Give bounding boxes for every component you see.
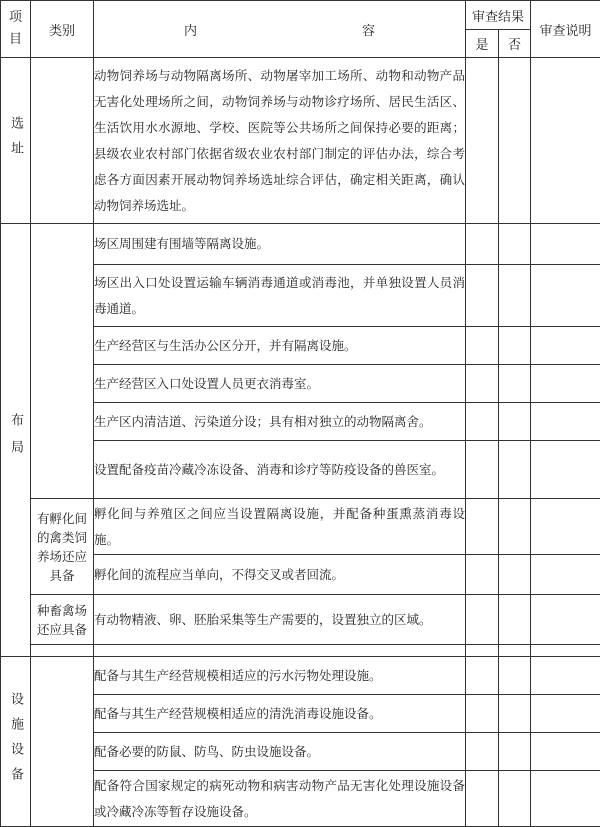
section-label-layout: 布局 [1,224,31,657]
note-cell[interactable] [531,695,600,733]
yes-check-cell[interactable] [466,555,499,595]
no-check-cell[interactable] [499,403,531,441]
yes-check-cell[interactable] [466,403,499,441]
no-check-cell[interactable] [499,327,531,365]
yes-check-cell[interactable] [466,657,499,695]
content-cell: 配备与其生产经营规模相适应的污水污物处理设施。 [94,657,466,695]
no-check-cell[interactable] [499,58,531,224]
category-cell [31,645,94,657]
note-cell[interactable] [531,58,600,224]
header-content [94,1,466,58]
header-item: 项 目 [1,1,31,58]
note-cell[interactable] [531,771,600,827]
yes-check-cell[interactable] [466,645,499,657]
yes-check-cell[interactable] [466,365,499,403]
content-cell: 生产经营区入口处设置人员更衣消毒室。 [94,365,466,403]
yes-check-cell[interactable] [466,595,499,645]
content-cell: 设置配备疫苗冷藏冷冻设备、消毒和诊疗等防疫设备的兽医室。 [94,441,466,499]
note-cell[interactable] [531,365,600,403]
note-cell[interactable] [531,645,600,657]
note-cell[interactable] [531,441,600,499]
no-check-cell[interactable] [499,265,531,327]
note-cell[interactable] [531,224,600,265]
category-cell [31,657,94,827]
note-cell[interactable] [531,265,600,327]
header-content-left: 内 [184,23,198,39]
note-cell[interactable] [531,327,600,365]
content-cell: 生产经营区与生活办公区分开，并有隔离设施。 [94,327,466,365]
header-content-right: 容 [361,23,375,39]
category-cell [31,58,94,224]
no-check-cell[interactable] [499,771,531,827]
content-cell: 配备必要的防鼠、防鸟、防虫设施设备。 [94,733,466,771]
yes-check-cell[interactable] [466,771,499,827]
yes-check-cell[interactable] [466,441,499,499]
yes-check-cell[interactable] [466,58,499,224]
content-cell: 动物饲养场与动物隔离场所、动物屠宰加工场所、动物和动物产品无害化处理场所之间，动物饲养场与动物诊疗场所、居民生活区、生活饮用水水源地、学校、医院等公共场所之间保持必要的距离；县级农业农村部门依据省级农业农村部门制定的评估办法，综合考虑各方面因素开展动物饲养场选址综合评估，确定相关距离，确认动物饲养场选址。 [94,58,466,224]
no-check-cell[interactable] [499,441,531,499]
content-cell [94,645,466,657]
note-cell[interactable] [531,499,600,555]
no-check-cell[interactable] [499,695,531,733]
section-label-siting: 选址 [1,58,31,224]
header-yes: 是 [466,30,499,58]
yes-check-cell[interactable] [466,499,499,555]
content-cell: 配备与其生产经营规模相适应的清洗消毒设施设备。 [94,695,466,733]
no-check-cell[interactable] [499,555,531,595]
no-check-cell[interactable] [499,657,531,695]
header-category: 类别 [31,1,94,58]
no-check-cell[interactable] [499,733,531,771]
category-breeder: 种畜禽场还应具备 [31,595,94,645]
note-cell[interactable] [531,657,600,695]
category-cell [31,224,94,499]
note-cell[interactable] [531,403,600,441]
no-check-cell[interactable] [499,595,531,645]
yes-check-cell[interactable] [466,327,499,365]
content-cell: 场区出入口处设置运输车辆消毒通道或消毒池，并单独设置人员消毒通道。 [94,265,466,327]
yes-check-cell[interactable] [466,265,499,327]
yes-check-cell[interactable] [466,733,499,771]
yes-check-cell[interactable] [466,224,499,265]
note-cell[interactable] [531,595,600,645]
no-check-cell[interactable] [499,365,531,403]
content-cell: 孵化间与养殖区之间应当设置隔离设施，并配备种蛋熏蒸消毒设施。 [94,499,466,555]
header-no: 否 [499,30,531,58]
content-cell: 场区周围建有围墙等隔离设施。 [94,224,466,265]
header-result: 审查结果 [466,1,531,30]
no-check-cell[interactable] [499,499,531,555]
yes-check-cell[interactable] [466,695,499,733]
content-cell: 配备符合国家规定的病死动物和病害动物产品无害化处理设施设备或冷藏冷冻等暂存设施设备。 [94,771,466,827]
no-check-cell[interactable] [499,224,531,265]
category-hatchery: 有孵化间的禽类饲养场还应具备 [31,499,94,595]
note-cell[interactable] [531,555,600,595]
note-cell[interactable] [531,733,600,771]
content-cell: 生产区内清洁道、污染道分设；具有相对独立的动物隔离舍。 [94,403,466,441]
no-check-cell[interactable] [499,645,531,657]
content-cell: 有动物精液、卵、胚胎采集等生产需要的，设置独立的区域。 [94,595,466,645]
header-note: 审查说明 [531,1,600,58]
content-cell: 孵化间的流程应当单向，不得交叉或者回流。 [94,555,466,595]
section-label-facilities: 设施设备 [1,657,31,827]
